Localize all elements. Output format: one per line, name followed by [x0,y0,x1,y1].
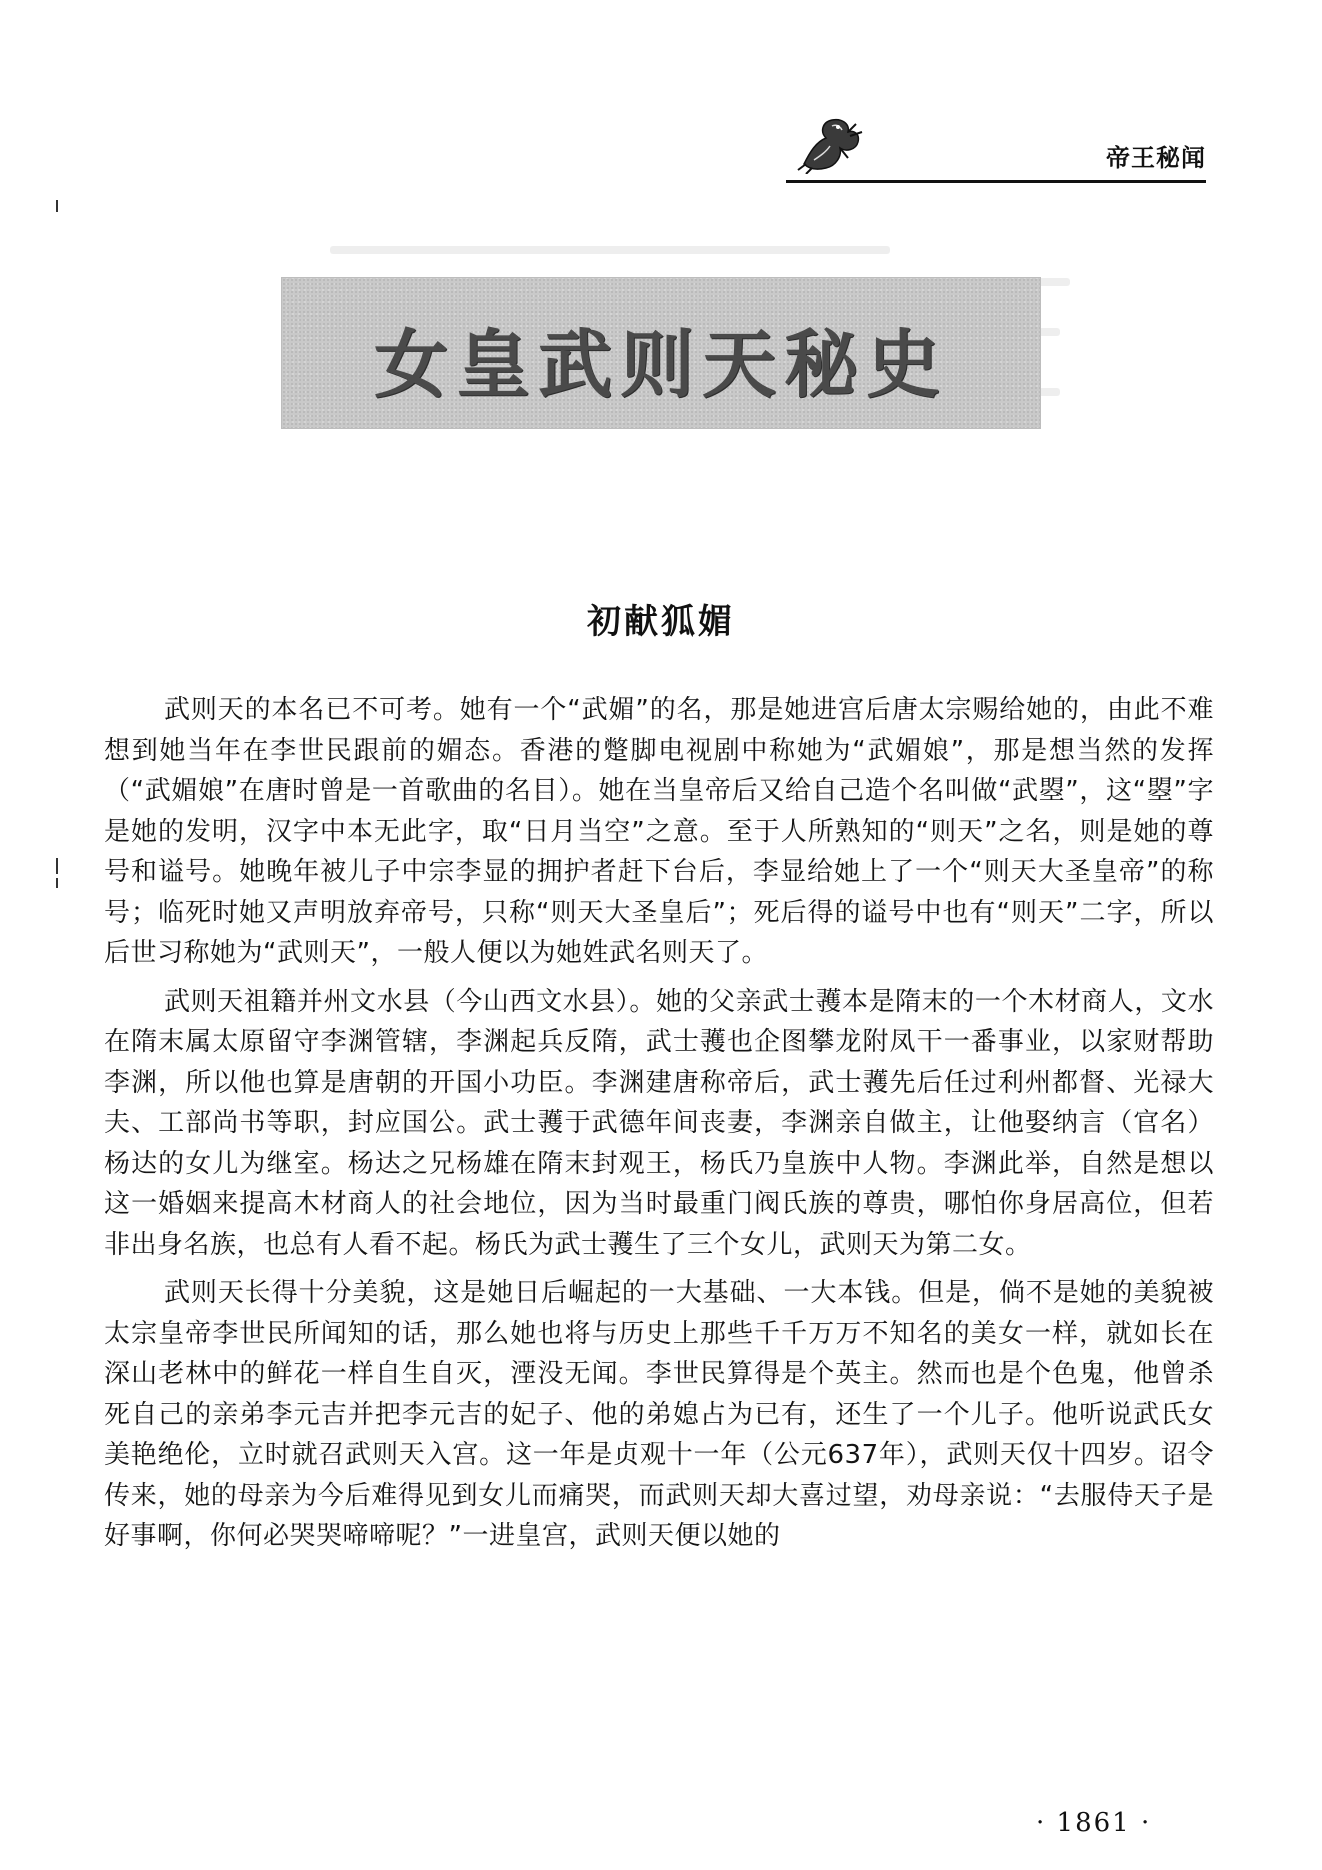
paragraph: 武则天长得十分美貌，这是她日后崛起的一大基础、一大本钱。但是，倘不是她的美貌被太宗皇帝李世民所闻知的话，那么她也将与历史上那些千千万万不知名的美女一样，就如长在深山老林中的鲜花一样自生自灭，湮没无闻。李世民算得是个英主。然而也是个色鬼，他曾杀死自己的亲弟李元吉并把李元吉的妃子、他的弟媳占为已有，还生了一个儿子。他听说武氏女美艳绝伦，立时就召武则天入宫。这一年是贞观十一年（公元637年），武则天仅十四岁。诏令传来，她的母亲为今后难得见到女儿而痛哭，而武则天却大喜过望，劝母亲说：“去服侍天子是好事啊，你何必哭哭啼啼呢？”一进皇宫，武则天便以她的 [104,1278,1214,1551]
dragon-ornament-icon [796,112,868,174]
scan-speck [56,200,58,212]
scan-speck [56,858,58,874]
running-header-title: 帝王秘闻 [1106,144,1206,172]
chapter-title-banner [282,278,1040,428]
paragraph: 武则天祖籍并州文水县（今山西文水县）。她的父亲武士彟本是隋末的一个木材商人，文水在隋末属太原留守李渊管辖，李渊起兵反隋，武士彟也企图攀龙附凤干一番事业，以家财帮助李渊，所以他也算是唐朝的开国小功臣。李渊建唐称帝后，武士彟先后任过利州都督、光禄大夫、工部尚书等职，封应国公。武士彟于武德年间丧妻，李渊亲自做主，让他娶纳言（官名）杨达的女儿为继室。杨达之兄杨雄在隋末封观王，杨氏乃皇族中人物。李渊此举，自然是想以这一婚姻来提高木材商人的社会地位，因为当时最重门阀氏族的尊贵，哪怕你身居高位，但若非出身名族，也总有人看不起。杨氏为武士彟生了三个女儿，武则天为第二女。 [104,986,1214,1260]
running-header [786,108,1206,188]
scan-speck [56,878,58,888]
page-number: · 1861 · [1036,1808,1152,1838]
body-text [104,690,1214,1565]
paragraph: 武则天的本名已不可考。她有一个“武媚”的名，那是她进宫后唐太宗赐给她的，由此不难想到她当年在李世民跟前的媚态。香港的蹩脚电视剧中称她为“武媚娘”，那是想当然的发挥（“武媚娘”在唐时曾是一首歌曲的名目）。她在当皇帝后又给自己造个名叫做“武曌”，这“曌”字是她的发明，汉字中本无此字，取“日月当空”之意。至于人所熟知的“则天”之名，则是她的尊号和谥号。她晚年被儿子中宗李显的拥护者赶下台后，李显给她上了一个“则天大圣皇帝”的称号；临死时她又声明放弃帝号，只称“则天大圣皇后”；死后得的谥号中也有“则天”二字，所以后世习称她为“武则天”，一般人便以为她姓武名则天了。 [104,695,1214,968]
header-rule [786,180,1206,183]
chapter-title: 女皇武则天秘史 [374,322,948,408]
section-heading: 初献狐媚 [587,602,735,642]
